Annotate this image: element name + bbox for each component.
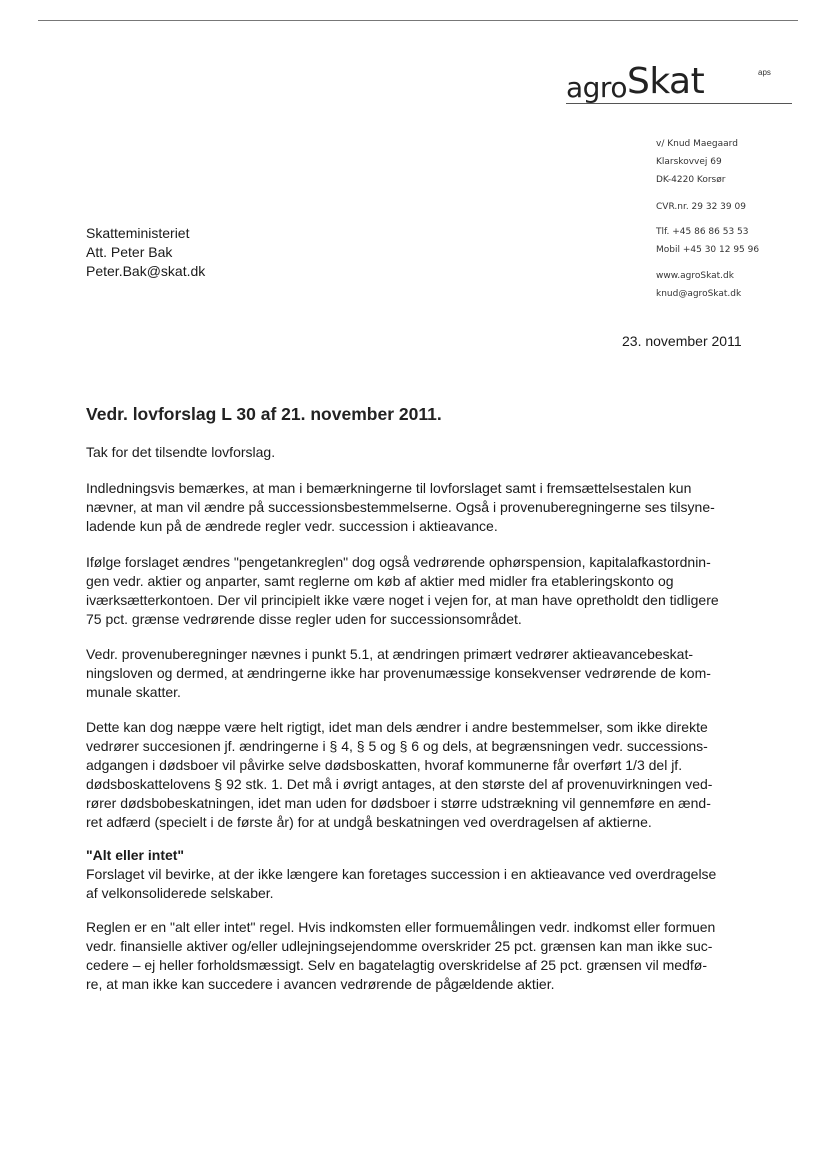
paragraph-thanks [86, 443, 756, 462]
paragraph-intro [86, 479, 756, 536]
paragraph-line: vedrører succesionen jf. ændringerne i § 4, § 5 og § 6 og dels, at begrænsningen vedr. successions- [86, 738, 708, 754]
recipient-email: Peter.Bak@skat.dk [86, 263, 206, 279]
paragraph-line: adgangen i dødsboer vil påvirke selve dødsboskatten, hvoraf kommunerne får overført 1/3 del jf. [86, 757, 683, 773]
sender-mobile: Mobil +45 30 12 95 96 [656, 245, 760, 255]
paragraph-line: vedr. finansielle aktiver og/eller udlejningsejendomme overskrider 25 pct. grænsen kan man ikke suc- [86, 938, 713, 954]
top-rule [38, 20, 798, 21]
paragraph-line: ladende kun på de ændrede regler vedr. succession i aktieavance. [86, 518, 498, 534]
paragraph-line: re, at man ikke kan succedere i avancen vedrørende de pågældende aktier. [86, 976, 555, 992]
section-heading: "Alt eller intet" [86, 847, 185, 863]
paragraph-line: Vedr. provenuberegninger nævnes i punkt 5.1, at ændringen primært vedrører aktieavancebeskat- [86, 646, 694, 662]
sender-city: DK-4220 Korsør [656, 175, 726, 185]
paragraph-provenu [86, 645, 756, 702]
recipient-att: Att. Peter Bak [86, 244, 173, 260]
paragraph-line: Forslaget vil bevirke, at der ikke længere kan foretages succession i en aktieavance ved overdragelse [86, 866, 717, 882]
paragraph-reglen [86, 918, 756, 994]
logo-aps: aps [758, 68, 771, 77]
paragraph-line: rører dødsbobeskatningen, idet man uden for dødsboer i større udstrækning vil gennemføre en ænd- [86, 795, 711, 811]
sender-street: Klarskovvej 69 [656, 157, 722, 167]
logo-underline [566, 103, 792, 104]
sender-phone: Tlf. +45 86 86 53 53 [656, 227, 749, 237]
paragraph-line: dødsboskattelovens § 92 stk. 1. Det må i øvrigt antages, at den største del af provenuvirkningen ved- [86, 776, 713, 792]
paragraph-doedsbo [86, 718, 756, 832]
paragraph-line: munale skatter. [86, 684, 181, 700]
paragraph-line: Indledningsvis bemærkes, at man i bemærkningerne til lovforslaget samt i fremsættelsestalen kun [86, 480, 692, 496]
letter-date: 23. november 2011 [622, 333, 742, 349]
paragraph-line: 75 pct. grænse vedrørende disse regler uden for successionsområdet. [86, 611, 522, 627]
paragraph-line: Ifølge forslaget ændres "pengetankreglen" dog også vedrørende ophørspension, kapitalafkastordnin- [86, 554, 711, 570]
paragraph-line: iværksætterkontoen. Der vil principielt ikke være noget i vejen for, at man have opretholdt den tidligere [86, 592, 719, 608]
paragraph-line: Tak for det tilsendte lovforslag. [86, 444, 276, 460]
letter-subject: Vedr. lovforslag L 30 af 21. november 2011. [86, 404, 442, 424]
paragraph-line: Reglen er en "alt eller intet" regel. Hvis indkomsten eller formuemålingen vedr. indkomst eller formuen [86, 919, 716, 935]
paragraph-line: ningsloven og dermed, at ændringerne ikke har provenumæssige konsekvenser vedrørende de kom- [86, 665, 711, 681]
logo-agro: agro [566, 71, 627, 104]
logo-skat: Skat [626, 61, 705, 102]
paragraph-line: af velkonsoliderede selskaber. [86, 885, 274, 901]
sender-cvr: CVR.nr. 29 32 39 09 [656, 202, 746, 212]
paragraph-line: nævner, at man vil ændre på successionsbestemmelserne. Også i provenuberegningerne ses tilsyne- [86, 499, 715, 515]
paragraph-line: ret adfærd (specielt i de første år) for at undgå beskatningen ved overdragelsen af aktierne. [86, 814, 652, 830]
agroskat-logo [566, 61, 786, 110]
sender-web: www.agroSkat.dk [656, 271, 734, 281]
paragraph-pengetank [86, 553, 756, 629]
sender-email: knud@agroSkat.dk [656, 289, 742, 299]
logo-wordmark [566, 61, 705, 104]
section-alt-eller-intet [86, 846, 756, 903]
recipient-block [86, 224, 205, 281]
paragraph-line: cedere – ej heller forholdsmæssigt. Selv en bagatelagtig overskridelse af 25 pct. grænsen vil medfø- [86, 957, 707, 973]
recipient-name: Skatteministeriet [86, 225, 190, 241]
sender-contact: v/ Knud Maegaard [656, 139, 738, 149]
paragraph-line: gen vedr. aktier og anparter, samt reglerne om køb af aktier med midler fra etableringskonto og [86, 573, 674, 589]
paragraph-line: Dette kan dog næppe være helt rigtigt, idet man dels ændrer i andre bestemmelser, som ikke direkte [86, 719, 708, 735]
